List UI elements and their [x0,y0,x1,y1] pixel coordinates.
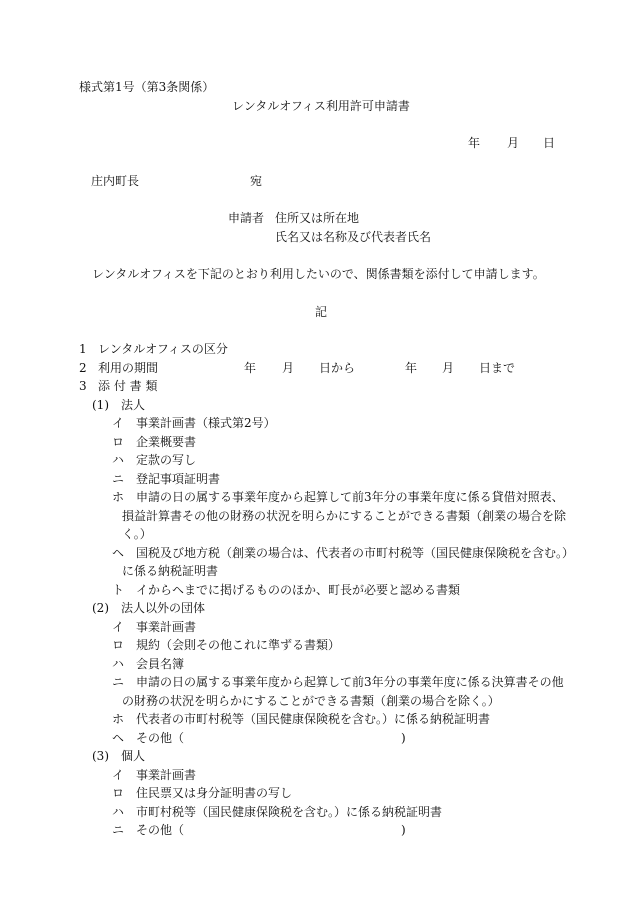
applicant-name: 氏名又は名称及び代表者氏名 [275,230,432,244]
org-item-ni: ニ 申請の日の属する事業年度から起算して前3年分の事業年度に係る決算書その他 [112,675,564,689]
applicant-address: 住所又は所在地 [275,211,360,225]
corp-item-i: イ 事業計画書（様式第2号） [112,416,276,430]
addressee-name: 庄内町長 [91,174,140,188]
item-1-text: レンタルオフィスの区分 [98,342,228,356]
indiv-item-ro: ロ 住民票又は身分証明書の写し [112,786,293,800]
period-start-month: 月 [282,361,295,375]
date-day: 日 [543,136,556,150]
corp-item-he-cont: に係る納税証明書 [122,564,219,578]
applicant-label: 申請者 [228,211,265,225]
corp-heading: (1) 法人 [92,398,145,412]
form-label: 様式第1号（第3条関係） [79,80,215,94]
org-heading: (2) 法人以外の団体 [92,601,205,615]
period-end-day: 日まで [479,361,516,375]
date-year: 年 [468,136,481,150]
corp-item-ro: ロ 企業概要書 [112,435,197,449]
indiv-item-ni: ニ その他（ [112,823,185,837]
org-item-i: イ 事業計画書 [112,620,197,634]
indiv-heading: (3) 個人 [92,749,145,763]
corp-item-to: ト イからヘまでに掲げるもののほか、町長が必要と認める書類 [112,583,461,597]
corp-item-ho-cont: 損益計算書その他の財務の状況を明らかにすることができる書類（創業の場合を除 [122,509,567,523]
corp-item-ha: ハ 定款の写し [112,453,197,467]
corp-item-ni: ニ 登記事項証明書 [112,472,221,486]
period-start-year: 年 [244,361,257,375]
org-item-ha: ハ 会員名簿 [112,657,185,671]
addressee-honorific: 宛 [250,174,263,188]
org-item-ro: ロ 規約（会則その他これに準ずる書類） [112,638,341,652]
period-end-month: 月 [442,361,455,375]
ki-heading: 記 [315,305,328,319]
org-item-he: ヘ その他（ [112,731,185,745]
org-item-he-close: ) [401,731,406,745]
document-title: レンタルオフィス利用許可申請書 [232,99,410,113]
indiv-item-ni-close: ) [401,823,406,837]
period-start-day: 日から [319,361,356,375]
indiv-item-ha: ハ 市町村税等（国民健康保険税を含む。）に係る納税証明書 [112,805,443,819]
item-2-num: 2 [79,361,87,375]
org-item-ho: ホ 代表者の市町村税等（国民健康保険税を含む。）に係る納税証明書 [112,712,491,726]
date-month: 月 [507,136,520,150]
body-text: レンタルオフィスを下記のとおり利用したいので、関係書類を添付して申請します。 [92,267,545,281]
corp-item-ho: ホ 申請の日の属する事業年度から起算して前3年分の事業年度に係る貸借対照表、 [112,490,564,504]
item-3-num: 3 [79,379,87,393]
item-1-num: 1 [79,342,87,356]
period-end-year: 年 [405,361,418,375]
org-item-ni-cont: の財務の状況を明らかにすることができる書類（創業の場合を除く。） [122,694,500,708]
corp-item-ho-cont2: く。） [122,527,152,541]
corp-item-he: ヘ 国税及び地方税（創業の場合は、代表者の市町村税等（国民健康保険税を含む。） [112,546,575,560]
item-2-text: 利用の期間 [98,361,159,375]
indiv-item-i: イ 事業計画書 [112,768,197,782]
item-3-text: 添 付 書 類 [98,379,158,393]
